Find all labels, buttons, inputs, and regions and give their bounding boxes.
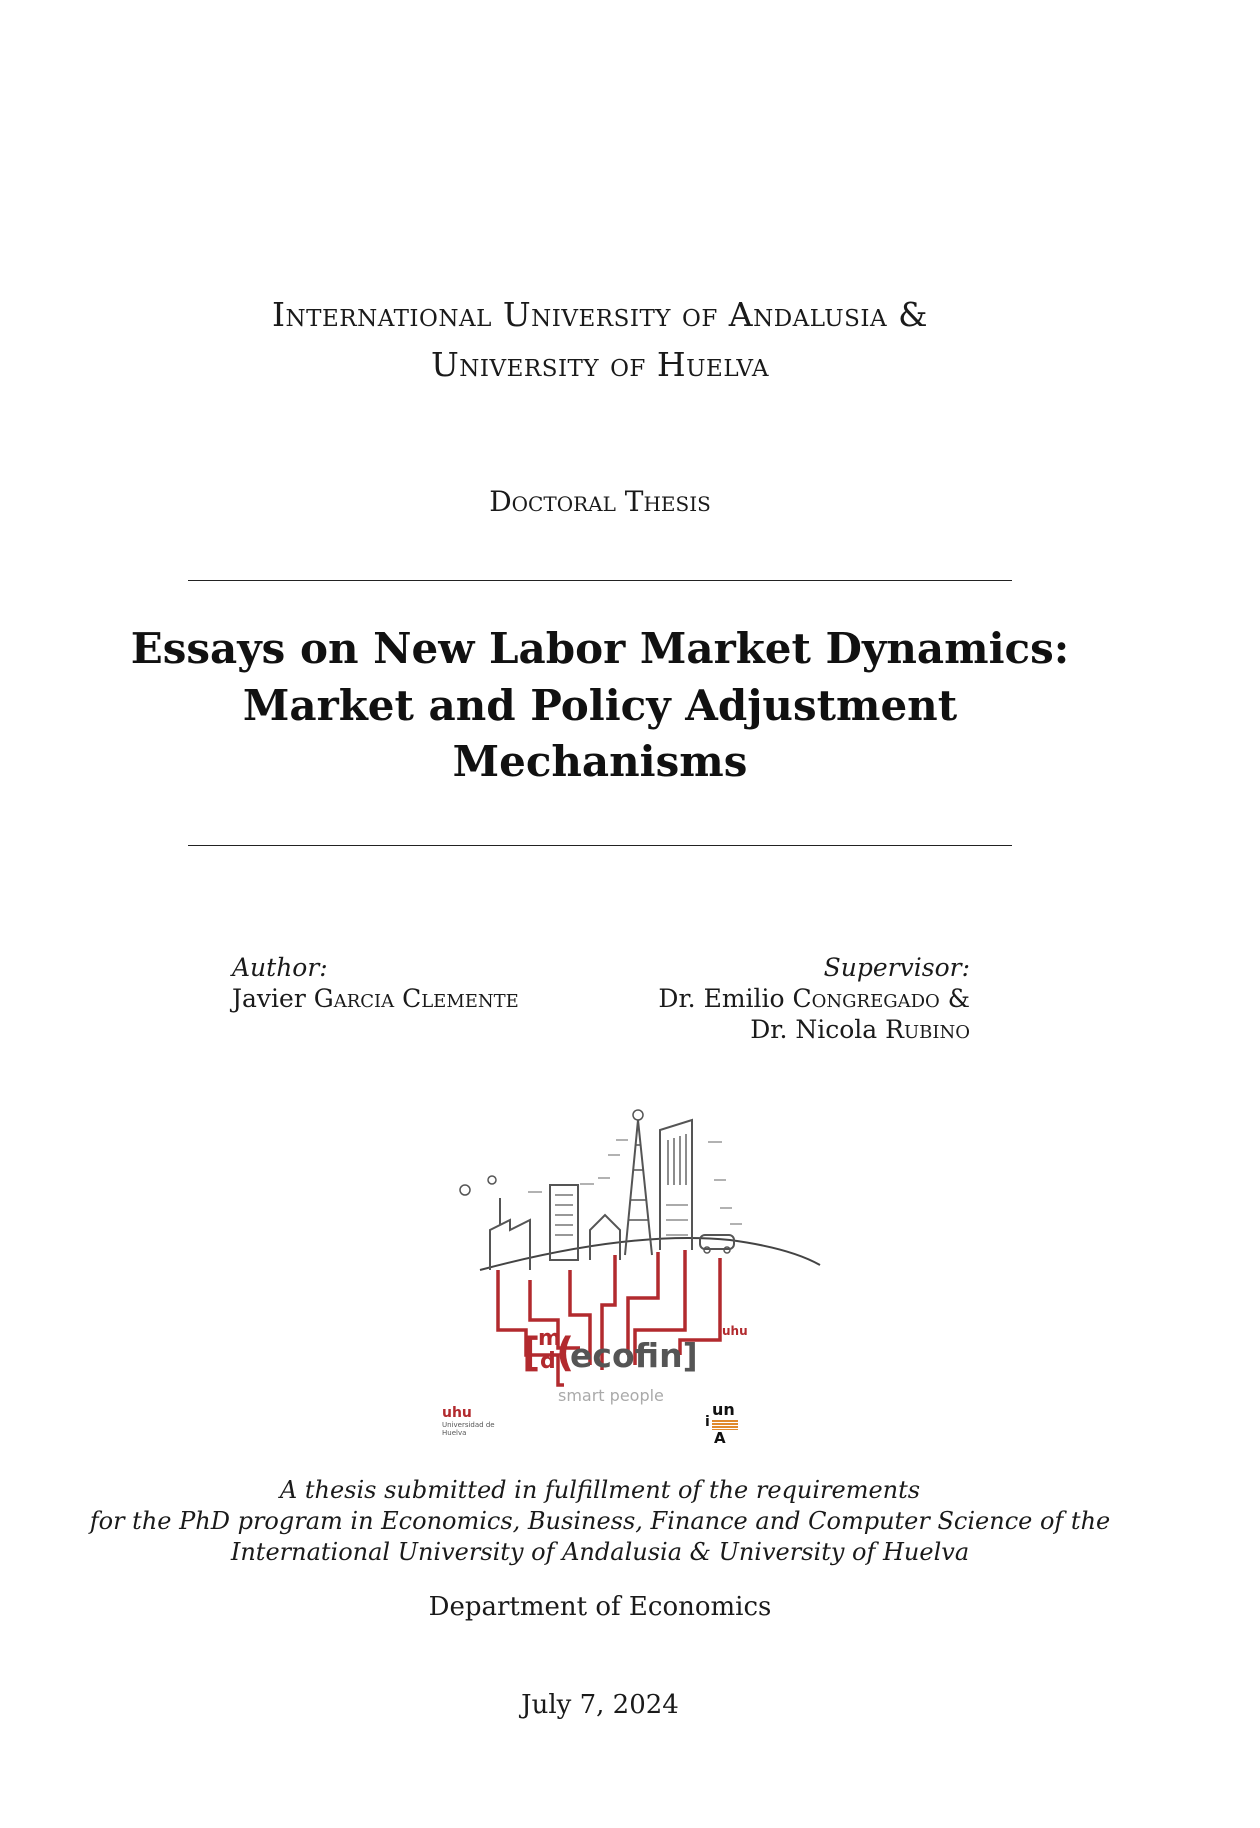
author-last-name: Garcia Clemente (313, 984, 519, 1013)
logo-uhu-badge: uhu (722, 1324, 748, 1338)
logo-m: m (538, 1326, 561, 1351)
document-type: Doctoral Thesis (489, 485, 711, 518)
mdecofin-logo (430, 1080, 880, 1450)
logo-d: d (540, 1349, 556, 1374)
date: July 7, 2024 (521, 1690, 679, 1720)
title-line-1: Essays on New Labor Market Dynamics: (130, 624, 1070, 673)
supervisor-2 (560, 1014, 970, 1045)
university-line-1: International University of Andalusia & (272, 295, 928, 334)
logo-tagline: smart people (558, 1386, 664, 1405)
supervisor-1 (560, 983, 970, 1014)
submission-line-2: for the PhD program in Economics, Business, Finance and Computer Science of the (89, 1507, 1111, 1535)
title-line-3: Mechanisms (452, 737, 748, 786)
supervisor-2-first: Dr. Nicola (750, 1015, 878, 1044)
uhu-logo-text: uhu (442, 1405, 472, 1421)
title-rule-bottom (188, 845, 1012, 846)
supervisor-1-first: Dr. Emilio (658, 984, 785, 1013)
submission-line-1: A thesis submitted in fulfillment of the requirements (279, 1476, 921, 1504)
author-first-name: Javier (232, 984, 306, 1013)
unia-logo-un: un (712, 1400, 735, 1419)
title-rule-top (188, 580, 1012, 581)
uhu-logo (442, 1406, 532, 1437)
university-line-2: University of Huelva (430, 345, 770, 384)
title-line-2: Market and Policy Adjustment (242, 681, 958, 730)
uhu-logo-caption: Universidad de Huelva (442, 1421, 495, 1437)
supervisor-2-last: Rubino (885, 1015, 970, 1044)
supervisor-1-last: Congregado & (792, 984, 970, 1013)
author-label: Author: (232, 953, 328, 982)
unia-logo: un i A (702, 1400, 762, 1450)
unia-logo-a: A (714, 1429, 726, 1447)
department: Department of Economics (428, 1592, 772, 1622)
logo-brand-text: ecofin] (570, 1336, 698, 1375)
supervisor-block (560, 952, 970, 1045)
supervisor-label: Supervisor: (823, 953, 970, 982)
submission-line-3: International University of Andalusia & University of Huelva (230, 1538, 970, 1566)
ecofin-wordmark: [ m d ( ecofin] uhu (522, 1324, 748, 1376)
